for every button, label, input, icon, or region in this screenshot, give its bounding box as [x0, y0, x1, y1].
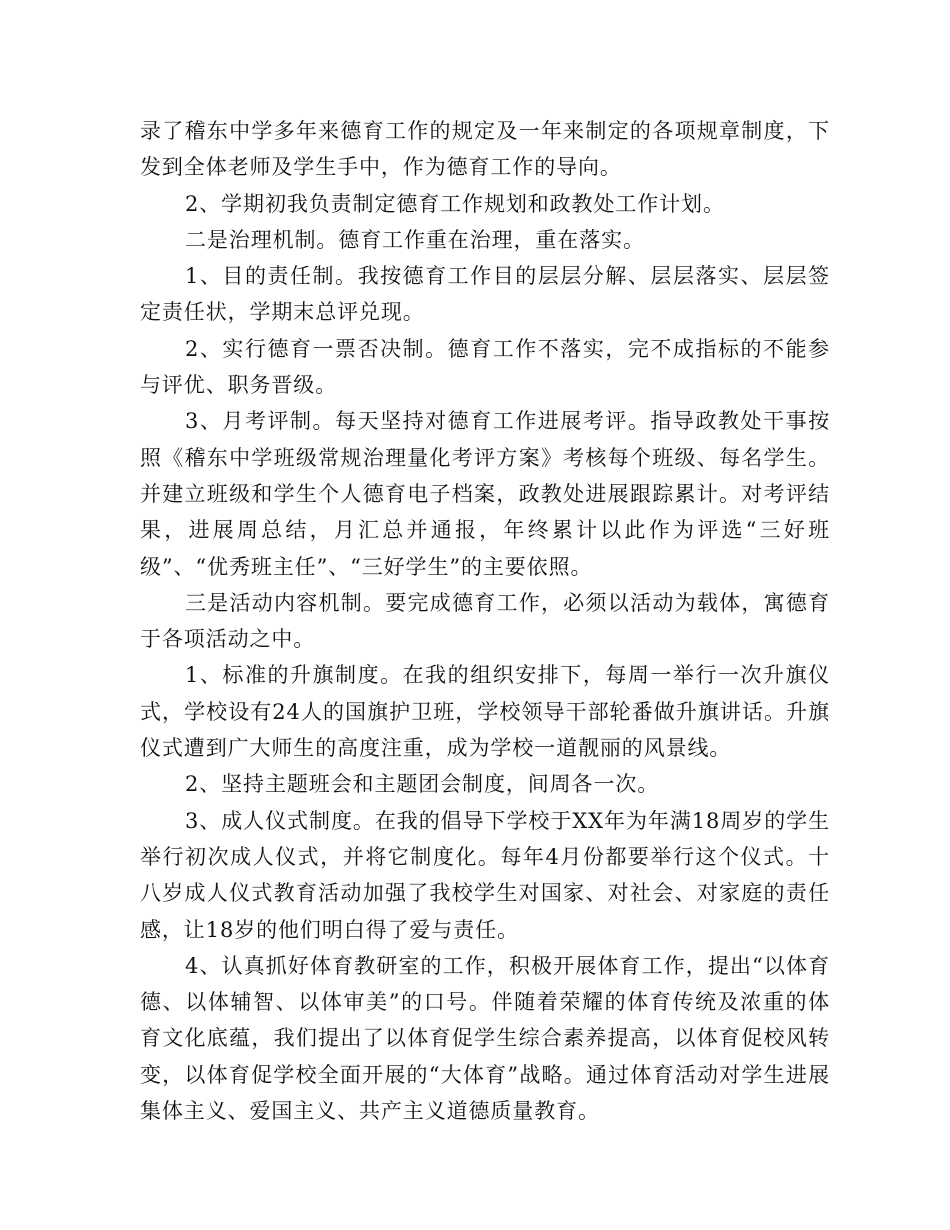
paragraph-2: 2、学期初我负责制定德育工作规划和政教处工作计划。	[185, 191, 725, 216]
paragraph-5: 2、实行德育一票否决制。德育工作不落实，完不成指标的不能参与评优、职务晋级。	[140, 336, 830, 398]
paragraph-3: 二是治理机制。德育工作重在治理，重在落实。	[185, 227, 645, 252]
paragraph-11: 4、认真抓好体育教研室的工作，积极开展体育工作，提出“以体育德、以体辅智、以体审美”的口号。伴随着荣耀的体育传统及浓重的体育文化底蕴，我们提出了以体育促学生综合素养提高，以体育促校风转变，以体育促学校全面开展的“大体育”战略。通过体育活动对学生进展集体主义、爱国主义、共产主义道德质量教育。	[140, 953, 830, 1124]
paragraph-1: 录了稽东中学多年来德育工作的规定及一年来制定的各项规章制度，下发到全体老师及学生手中，作为德育工作的导向。	[140, 119, 830, 180]
paragraph-10: 3、成人仪式制度。在我的倡导下学校于XX年为年满18周岁的学生举行初次成人仪式，并将它制度化。每年4月份都要举行这个仪式。十八岁成人仪式教育活动加强了我校学生对国家、对社会、对家庭的责任感，让18岁的他们明白得了爱与责任。	[140, 808, 830, 942]
paragraph-7: 三是活动内容机制。要完成德育工作，必须以活动为载体，寓德育于各项活动之中。	[140, 590, 830, 652]
paragraph-4: 1、目的责任制。我按德育工作目的层层分解、层层落实、层层签定责任状，学期末总评兑现。	[140, 264, 830, 325]
paragraph-9: 2、坚持主题班会和主题团会制度，间周各一次。	[185, 772, 660, 797]
paragraph-6: 3、月考评制。每天坚持对德育工作进展考评。指导政教处干事按照《稽东中学班级常规治理量化考评方案》考核每个班级、每名学生。并建立班级和学生个人德育电子档案，政教处进展跟踪累计。对考评结果，进展周总结，月汇总并通报，年终累计以此作为评选“三好班级”、“优秀班主任”、“三好学生”的主要依照。	[140, 409, 830, 579]
document-body	[140, 113, 830, 1129]
paragraph-8: 1、标准的升旗制度。在我的组织安排下，每周一举行一次升旗仪式，学校设有24人的国旗护卫班，学校领导干部轮番做升旗讲话。升旗仪式遭到广大师生的高度注重，成为学校一道靓丽的风景线。	[140, 663, 830, 761]
